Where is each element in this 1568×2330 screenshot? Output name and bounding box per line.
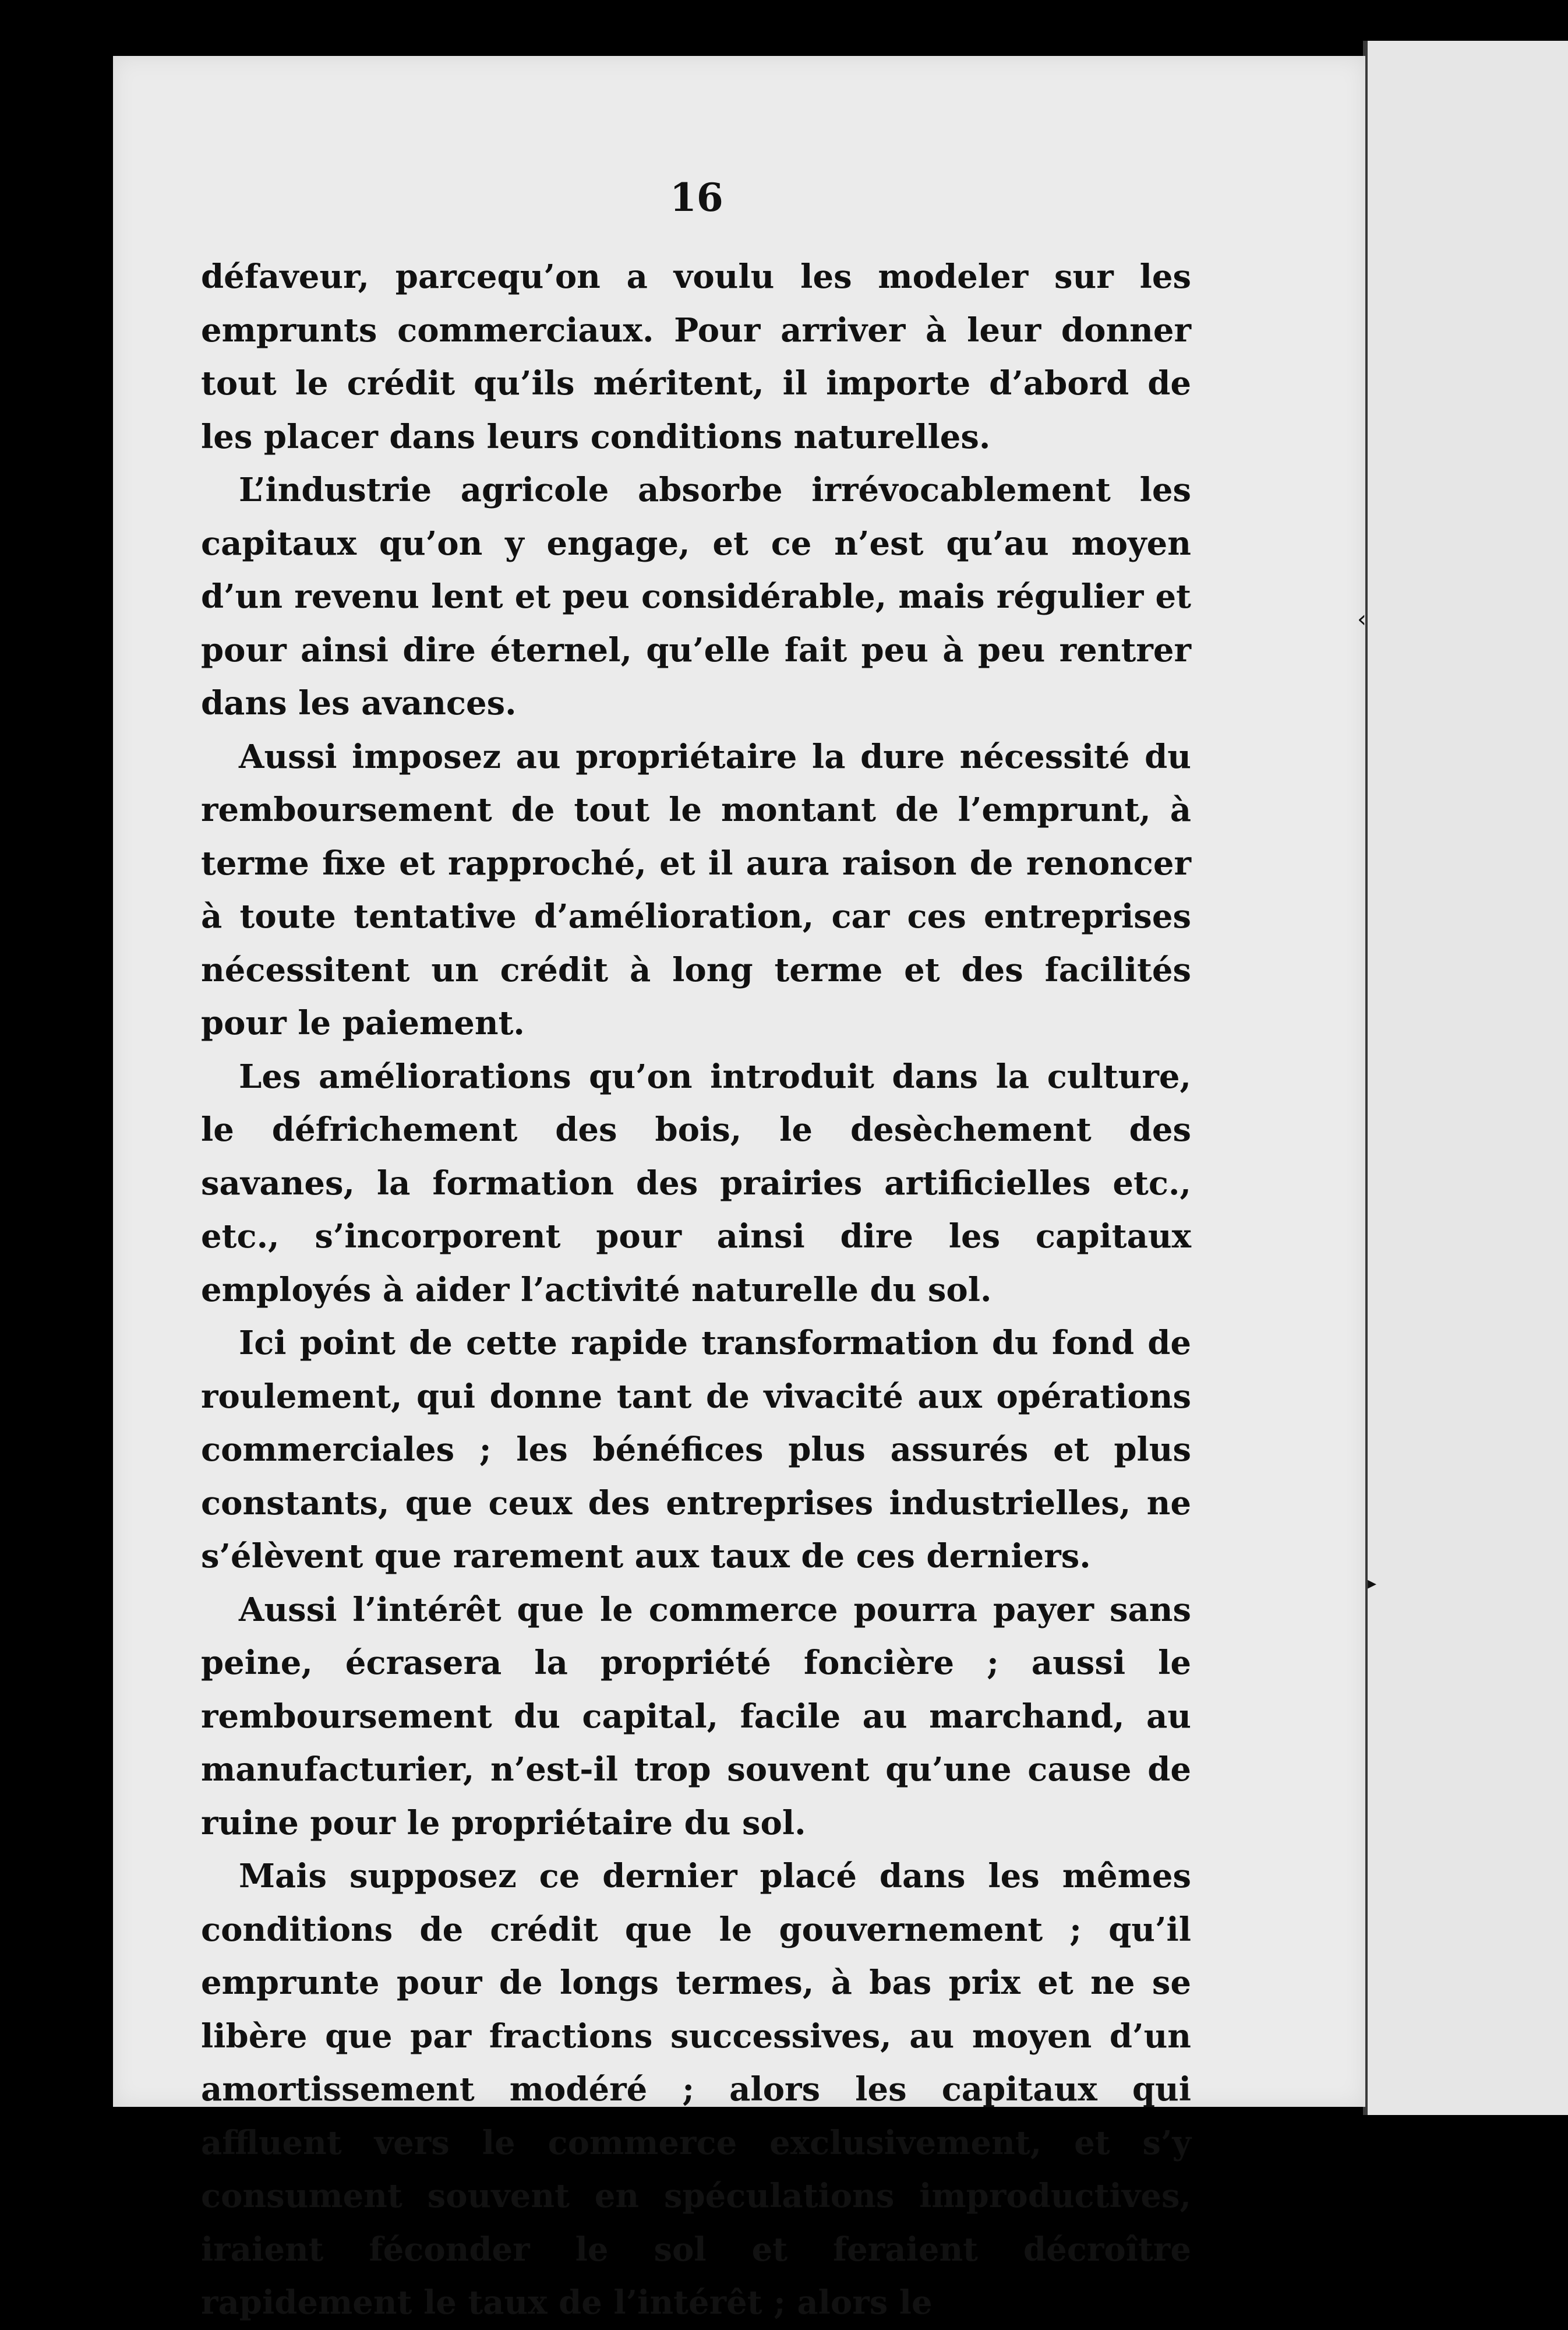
edge-mark: ▸: [1368, 1573, 1377, 1594]
paragraph: Ici point de cette rapide transformation du fond de roulement, qui donne tant de vivacité aux opérations commerciales ; les bénéfices plus assurés et plus constants, que ceux des entreprises industrielles, ne s’élèvent que rarement aux taux de ces derniers.: [201, 1324, 1191, 1575]
paragraph: défaveur, parcequ’on a voulu les modeler sur les emprunts commerciaux. Pour arriver à leur donner tout le crédit qu’ils méritent, il importe d’abord de les placer dans leurs conditions naturelles.: [201, 258, 1191, 456]
paragraph: Mais supposez ce dernier placé dans les mêmes conditions de crédit que le gouvernement ; qu’il emprunte pour de longs termes, à bas prix et ne se libère que par fractions successives, au moyen d’un amortissement modéré ; alors les capitaux qui affluent vers le commerce exclusivement, et s’y consument souvent en spéculations improductives, iraient féconder le sol et feraient décroître rapidement le taux de l’intérêt ; alors le: [201, 1857, 1191, 2322]
paragraph: L’industrie agricole absorbe irrévocablement les capitaux qu’on y engage, et ce n’est qu’au moyen d’un revenu lent et peu considérable, mais régulier et pour ainsi dire éternel, qu’elle fait peu à peu rentrer dans les avances.: [201, 471, 1191, 722]
body-text: [201, 251, 1191, 2330]
facing-page-edge: [1365, 41, 1568, 2115]
paragraph: Aussi imposez au propriétaire la dure nécessité du remboursement de tout le montant de l’emprunt, à terme fixe et rapproché, et il aura raison de renoncer à toute tentative d’amélioration, car ces entreprises nécessitent un crédit à long terme et des facilités pour le paiement.: [201, 737, 1191, 1042]
edge-mark: ‹: [1357, 606, 1366, 633]
paragraph: Les améliorations qu’on introduit dans la culture, le défrichement des bois, le desèchement des savanes, la formation des prairies artificielles etc., etc., s’incorporent pour ainsi dire les capitaux employés à aider l’activité naturelle du sol.: [201, 1057, 1191, 1309]
paragraph: Aussi l’intérêt que le commerce pourra payer sans peine, écrasera la propriété foncière ; aussi le remboursement du capital, facile au marchand, au manufacturier, n’est-il trop souvent qu’une cause de ruine pour le propriétaire du sol.: [201, 1590, 1191, 1842]
page-number: 16: [670, 175, 723, 220]
